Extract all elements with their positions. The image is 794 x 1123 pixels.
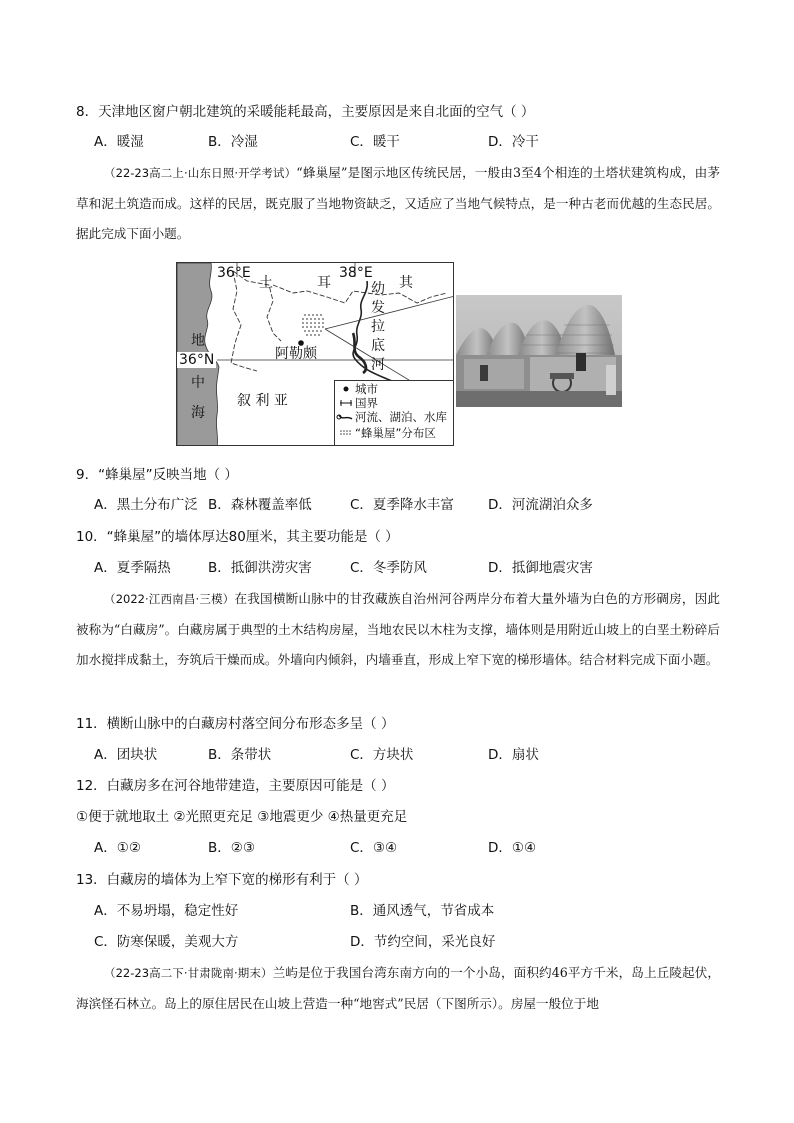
syria-turkey-map	[176, 262, 454, 446]
lat-36n-label: 36°N	[179, 352, 215, 368]
q10-stem: 10．“蜂巢屋”的墙体厚达80厘米，其主要功能是（ ）	[76, 529, 399, 545]
turkey-char-1: 土	[259, 275, 273, 291]
euphrates-char-3: 拉	[371, 319, 385, 335]
q9-stem: 9．“蜂巢屋”反映当地（ ）	[76, 467, 238, 483]
q11-option-d: D．扇状	[488, 747, 539, 763]
euphrates-char-2: 发	[371, 300, 385, 316]
q8-option-b: B．冷湿	[208, 134, 258, 150]
q11-option-c: C．方块状	[350, 747, 414, 763]
sea-char-2: 中	[191, 375, 205, 391]
passage-beehive	[76, 158, 720, 250]
q9-option-c: C．夏季降水丰富	[350, 497, 454, 513]
legend-border: 国界	[355, 396, 378, 410]
q11-stem: 11．横断山脉中的白藏房村落空间分布形态多呈（ ）	[76, 716, 395, 732]
q12-option-c: C．③④	[350, 840, 398, 856]
passage-source: （2022·江西南昌·三模）	[104, 592, 235, 606]
passage-lanyu	[76, 958, 720, 1019]
q13-option-b: B．通风透气，节省成本	[350, 903, 495, 919]
q10-option-d: D．抵御地震灾害	[488, 560, 593, 576]
q8-stem: 8．天津地区窗户朝北建筑的采暖能耗最高，主要原因是来自北面的空气（ ）	[76, 104, 535, 120]
lon-36e-label: 36°E	[217, 265, 251, 281]
legend-city: 城市	[355, 382, 378, 396]
turkey-char-2: 耳	[317, 275, 331, 291]
q13-stem: 13．白藏房的墙体为上窄下宽的梯形有利于（ ）	[76, 872, 368, 888]
leader-line-top	[325, 296, 454, 329]
legend-river: 河流、湖泊、水库	[355, 410, 447, 424]
q8-option-d: D．冷干	[488, 134, 539, 150]
q8-option-c: C．暖干	[350, 134, 400, 150]
q9-option-d: D．河流湖泊众多	[488, 497, 593, 513]
sea-char-3: 海	[191, 405, 205, 421]
sea-char-1: 地	[191, 333, 205, 349]
q12-stem: 12．白藏房多在河谷地带建造，主要原因可能是（ ）	[76, 778, 395, 794]
syria-label: 叙 利 亚	[237, 393, 288, 409]
lon-38e-label: 38°E	[339, 265, 373, 281]
passage-source: （22-23高二上·山东日照·开学考试）	[104, 166, 297, 180]
q10-option-c: C．冬季防风	[350, 560, 427, 576]
q11-option-a: A．团块状	[94, 747, 158, 763]
q12-option-d: D．①④	[488, 840, 537, 856]
q9-option-a: A．黑土分布广泛	[94, 497, 198, 513]
beehive-map-figure	[176, 262, 624, 446]
passage-text: 兰屿是位于我国台湾东南方向的一个小岛，面积约46平方千米，岛上丘陵起伏，海滨怪石林立。岛上的原住居民在山坡上营造一种“地窖式”民居（下图所示）。房屋一般位于地	[76, 965, 720, 1011]
q9-option-b: B．森林覆盖率低	[208, 497, 312, 513]
euphrates-char-4: 底	[371, 338, 385, 354]
map-legend	[334, 380, 454, 446]
q11-option-b: B．条带状	[208, 747, 272, 763]
q10-option-b: B．抵御洪涝灾害	[208, 560, 312, 576]
euphrates-river	[353, 281, 454, 389]
q12-statements: ①便于就地取土 ②光照更充足 ③地震更少 ④热量更充足	[76, 809, 408, 825]
turkey-char-3: 其	[399, 275, 413, 291]
aleppo-label: 阿勒颇	[275, 346, 317, 362]
beehive-distribution-area	[302, 314, 324, 336]
passage-source: （22-23高二下·甘肃陇南·期末）	[104, 966, 273, 980]
q13-option-d: D．节约空间，采光良好	[350, 934, 496, 950]
q8-option-a: A．暖湿	[94, 134, 144, 150]
euphrates-char-5: 河	[371, 357, 385, 373]
q12-option-b: B．②③	[208, 840, 255, 856]
q13-option-a: A．不易坍塌，稳定性好	[94, 903, 239, 919]
q10-option-a: A．夏季隔热	[94, 560, 171, 576]
legend-beehive-area: “蜂巢屋”分布区	[355, 426, 436, 440]
beehive-houses-photo	[456, 295, 622, 407]
passage-white-tibetan-house	[76, 584, 720, 676]
q12-option-a: A．①②	[94, 840, 141, 856]
euphrates-char-1: 幼	[371, 281, 385, 297]
passage-text: “蜂巢屋”是图示地区传统民居，一般由3至4个相连的土塔状建筑构成，由茅草和泥土筑造而成。这样的民居，既克服了当地物资缺乏，又适应了当地气候特点，是一种古老而优越的生态民居。据此完成下面小题。	[76, 165, 720, 241]
beehive-photo-drawing	[456, 295, 622, 407]
passage-text: 在我国横断山脉中的甘孜藏族自治州河谷两岸分布着大量外墙为白色的方形碉房，因此被称为“白藏房”。白藏房属于典型的土木结构房屋，当地农民以木柱为支撑，墙体则是用附近山坡上的白垩土粉碎后加水搅拌成黏土，夯筑后干燥而成。外墙向内倾斜，内墙垂直，形成上窄下宽的梯形墙体。结合材料完成下面小题。	[76, 591, 721, 667]
q13-option-c: C．防寒保暖，美观大方	[94, 934, 239, 950]
aleppo-city-dot	[298, 340, 304, 346]
